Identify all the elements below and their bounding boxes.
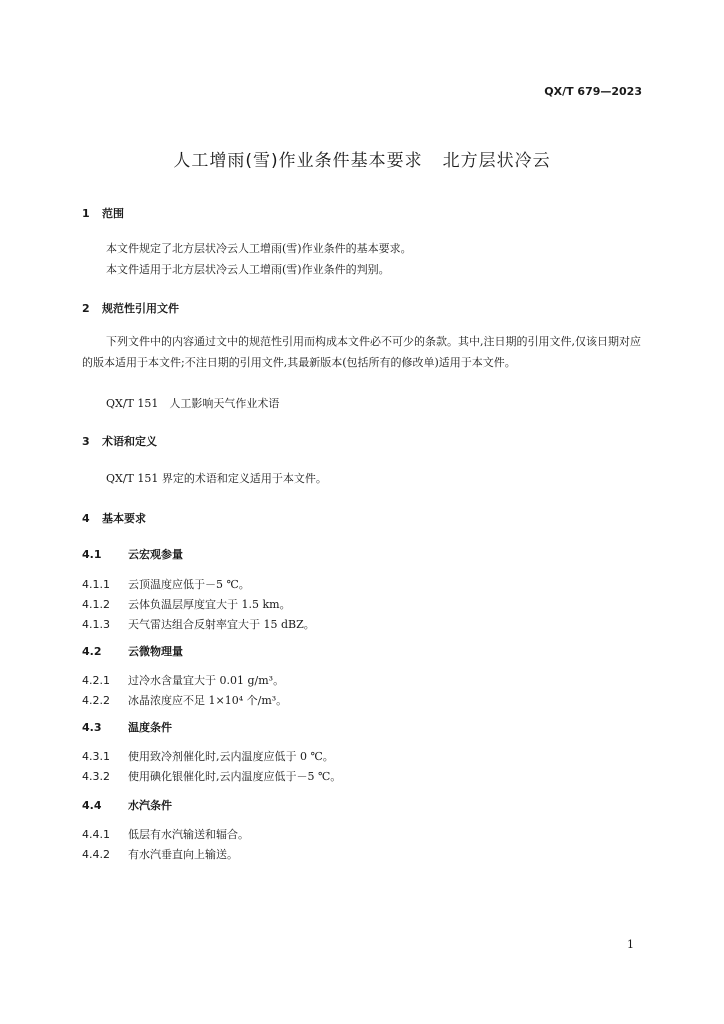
page-number: 1 [627, 938, 634, 951]
list-item: 4.2.2 冰晶浓度应不足 1×10⁴ 个/m³。 [82, 694, 288, 707]
section-3-heading: 3 术语和定义 [82, 435, 157, 448]
list-item: 4.4.1 低层有水汽输送和辐合。 [82, 828, 249, 841]
standard-number: QX/T 679—2023 [544, 85, 642, 98]
list-item: 4.3.2 使用碘化银催化时,云内温度应低于－5 ℃。 [82, 770, 342, 783]
title-sub: 北方层状冷云 [442, 151, 551, 171]
section-4-1-heading: 4.1 云宏观参量 [82, 548, 183, 561]
document-title [0, 146, 724, 171]
section-1-paragraph-1: 本文件规定了北方层状冷云人工增雨(雪)作业条件的基本要求。 [106, 242, 412, 255]
list-item: 4.1.3 天气雷达组合反射率宜大于 15 dBZ。 [82, 618, 315, 631]
title-main: 人工增雨(雪)作业条件基本要求 [173, 151, 423, 171]
list-item: 4.2.1 过冷水含量宜大于 0.01 g/m³。 [82, 674, 285, 687]
section-4-3-heading: 4.3 温度条件 [82, 721, 172, 734]
section-3-paragraph: QX/T 151 界定的术语和定义适用于本文件。 [106, 472, 327, 485]
list-item: 4.1.1 云顶温度应低于－5 ℃。 [82, 578, 250, 591]
list-item: 4.1.2 云体负温层厚度宜大于 1.5 km。 [82, 598, 291, 611]
section-1-paragraph-2: 本文件适用于北方层状冷云人工增雨(雪)作业条件的判别。 [106, 263, 390, 276]
section-2-heading: 2 规范性引用文件 [82, 302, 179, 315]
section-1-heading: 1 范围 [82, 207, 124, 220]
section-4-heading: 4 基本要求 [82, 512, 146, 525]
section-4-4-heading: 4.4 水汽条件 [82, 799, 172, 812]
normative-reference: QX/T 151 人工影响天气作业术语 [106, 397, 280, 410]
section-2-paragraph: 下列文件中的内容通过文中的规范性引用而构成本文件必不可少的条款。其中,注日期的引用文件,仅该日期对应的版本适用于本文件;不注日期的引用文件,其最新版本(包括所有的修改单)适用于本文件。 [82, 335, 641, 369]
section-4-2-heading: 4.2 云微物理量 [82, 645, 183, 658]
list-item: 4.3.1 使用致冷剂催化时,云内温度应低于 0 ℃。 [82, 750, 334, 763]
list-item: 4.4.2 有水汽垂直向上输送。 [82, 848, 238, 861]
